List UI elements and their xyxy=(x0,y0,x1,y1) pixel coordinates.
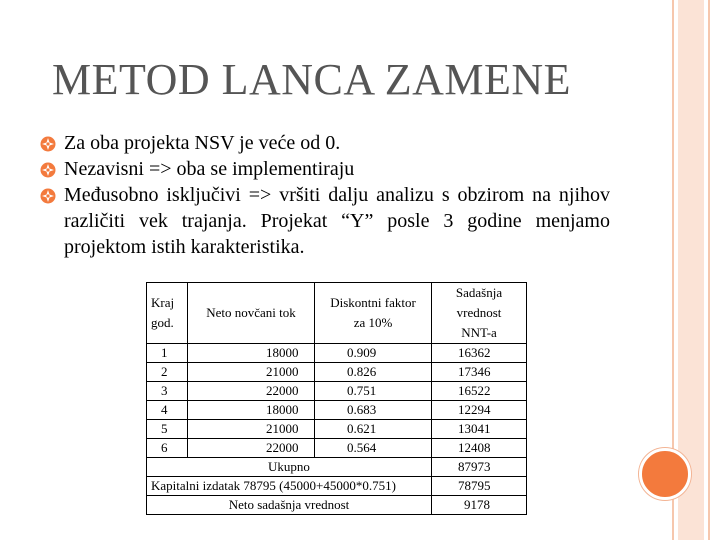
diamond-flower-icon xyxy=(40,162,56,178)
table-capital-row xyxy=(147,477,527,496)
table-total-row xyxy=(147,458,527,477)
table-row: 6 22000 0.564 12408 xyxy=(147,439,527,458)
npv-label: Neto sadašnja vrednost xyxy=(147,496,432,515)
capital-expenditure-label: Kapitalni izdatak 78795 (45000+45000*0.751) xyxy=(147,477,432,496)
bullet-list xyxy=(40,130,610,260)
diamond-flower-icon xyxy=(40,188,56,204)
table-row: 3 22000 0.751 16522 xyxy=(147,382,527,401)
table-npv-row xyxy=(147,496,527,515)
bullet-item xyxy=(40,130,610,156)
table-row: 1 18000 0.909 16362 xyxy=(147,344,527,363)
header-present-value: Sadašnja vrednost NNT-a xyxy=(432,283,527,344)
bullet-item xyxy=(40,156,610,182)
bullet-text: Međusobno isključivi => vršiti dalju analizu s obzirom na njihov različiti vek trajanja. Projekat “Y” posle 3 godine menjamo projektom istih karakteristika. xyxy=(64,184,610,258)
total-value: 87973 xyxy=(432,458,527,477)
bullet-text: Za oba projekta NSV je veće od 0. xyxy=(64,132,341,154)
bullet-item xyxy=(40,182,610,260)
npv-value: 9178 xyxy=(432,496,527,515)
capital-expenditure-value: 78795 xyxy=(432,477,527,496)
npv-table xyxy=(146,282,527,515)
table-row: 2 21000 0.826 17346 xyxy=(147,363,527,382)
slide-title: METOD LANCA ZAMENE xyxy=(52,55,572,104)
header-discount-factor: Diskontni faktor za 10% xyxy=(315,283,432,344)
diamond-flower-icon xyxy=(40,136,56,152)
header-year: Kraj god. xyxy=(147,283,188,344)
table-row: 5 21000 0.621 13041 xyxy=(147,420,527,439)
total-label: Ukupno xyxy=(147,458,432,477)
table-header-row xyxy=(147,283,527,344)
bullet-text: Nezavisni => oba se implementiraju xyxy=(64,158,355,180)
header-cash-flow: Neto novčani tok xyxy=(188,283,315,344)
decorative-circle xyxy=(639,448,691,500)
table-row: 4 18000 0.683 12294 xyxy=(147,401,527,420)
